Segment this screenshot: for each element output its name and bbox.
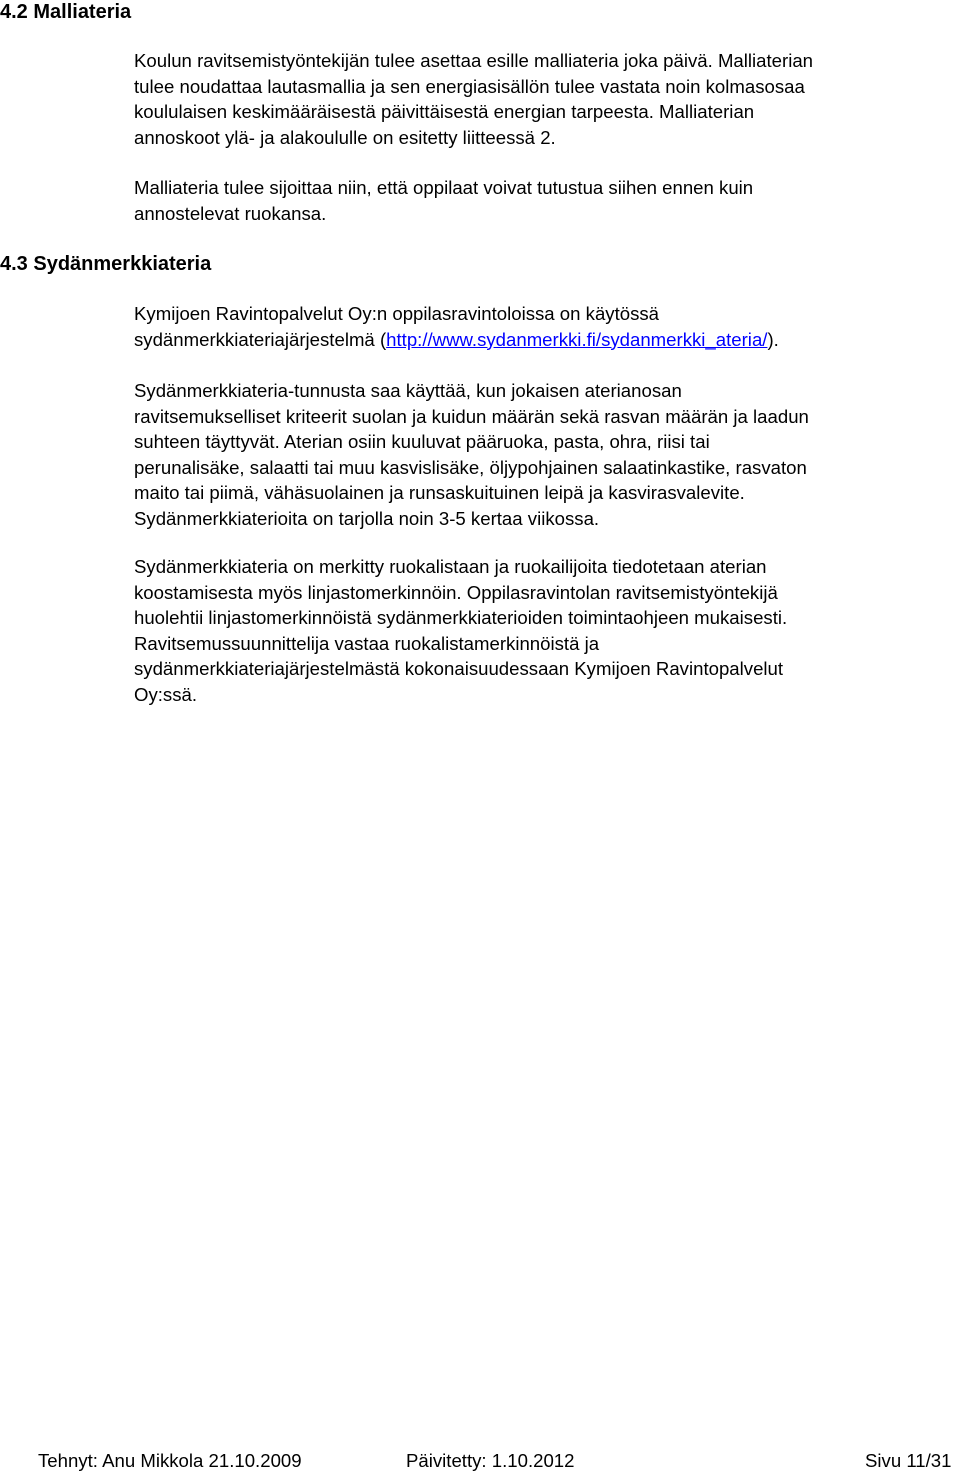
footer-updated: Päivitetty: 1.10.2012 [406, 1450, 575, 1471]
footer-page-number: Sivu 11/31 [865, 1450, 952, 1471]
text-line: tulee noudattaa lautasmallia ja sen energiasisällön tulee vastata noin kolmasosaa [134, 75, 805, 97]
footer-author: Tehnyt: Anu Mikkola 21.10.2009 [38, 1450, 302, 1471]
text-line [134, 327, 934, 353]
text-line: Koulun ravitsemistyöntekijän tulee asettaa esille malliateria joka päivä. Malliaterian [134, 50, 814, 71]
text-line: Sydänmerkkiateria on merkitty ruokalistaan ja ruokailijoita tiedotetaan aterian [134, 556, 767, 577]
text-line: Ravitsemussuunnittelija vastaa ruokalistamerkinnöistä ja [134, 632, 600, 654]
text-line: Sydänmerkkiaterioita on tarjolla noin 3-5 kertaa viikossa. [134, 507, 600, 529]
section-heading-malliateria: 4.2 Malliateria [0, 1, 132, 23]
text-line: huolehtii linjastomerkinnöistä sydänmerkkiaterioiden toimintaohjeen mukaisesti. [134, 607, 788, 628]
paragraph-sydanmerkki-system [134, 301, 934, 352]
paragraph-sydanmerkki-marking [134, 554, 934, 707]
text-line: annostelevat ruokansa. [134, 202, 327, 224]
paragraph-sydanmerkki-criteria [134, 378, 934, 531]
paragraph-malliateria-intro [134, 48, 934, 150]
text-line: suhteen täyttyvät. Aterian osiin kuuluvat pääruoka, pasta, ohra, riisi tai [134, 431, 710, 452]
text-line: sydänmerkkiateriajärjestelmästä kokonaisuudessaan Kymijoen Ravintopalvelut [134, 658, 784, 679]
sydanmerkki-link[interactable]: http://www.sydanmerkki.fi/sydanmerkki_ateria/ [386, 328, 768, 350]
text-fragment: sydänmerkkiateriajärjestelmä ( [134, 328, 387, 350]
paragraph-malliateria-placement [134, 175, 934, 226]
text-line: annoskoot ylä- ja alakoululle on esitetty liitteessä 2. [134, 126, 556, 148]
text-line: koululaisen keskimääräisestä päivittäisestä energian tarpeesta. Malliaterian [134, 101, 755, 122]
text-line: Oy:ssä. [134, 683, 198, 705]
section-heading-sydanmerkkiateria: 4.3 Sydänmerkkiateria [0, 253, 212, 275]
text-line: koostamisesta myös linjastomerkinnöin. Oppilasravintolan ravitsemistyöntekijä [134, 581, 778, 603]
text-line: maito tai piimä, vähäsuolainen ja runsaskuituinen leipä ja kasvirasvalevite. [134, 482, 745, 503]
text-line: Kymijoen Ravintopalvelut Oy:n oppilasravintoloissa on käytössä [134, 303, 660, 324]
text-fragment: ). [767, 328, 779, 350]
text-line: Sydänmerkkiateria-tunnusta saa käyttää, kun jokaisen aterianosan [134, 380, 682, 401]
text-line: perunalisäke, salaatti tai muu kasvislisäke, öljypohjainen salaatinkastike, rasvaton [134, 456, 807, 478]
text-line: ravitsemukselliset kriteerit suolan ja kuidun määrän sekä rasvan määrän ja laadun [134, 405, 809, 427]
text-line: Malliateria tulee sijoittaa niin, että oppilaat voivat tutustua siihen ennen kuin [134, 177, 754, 198]
